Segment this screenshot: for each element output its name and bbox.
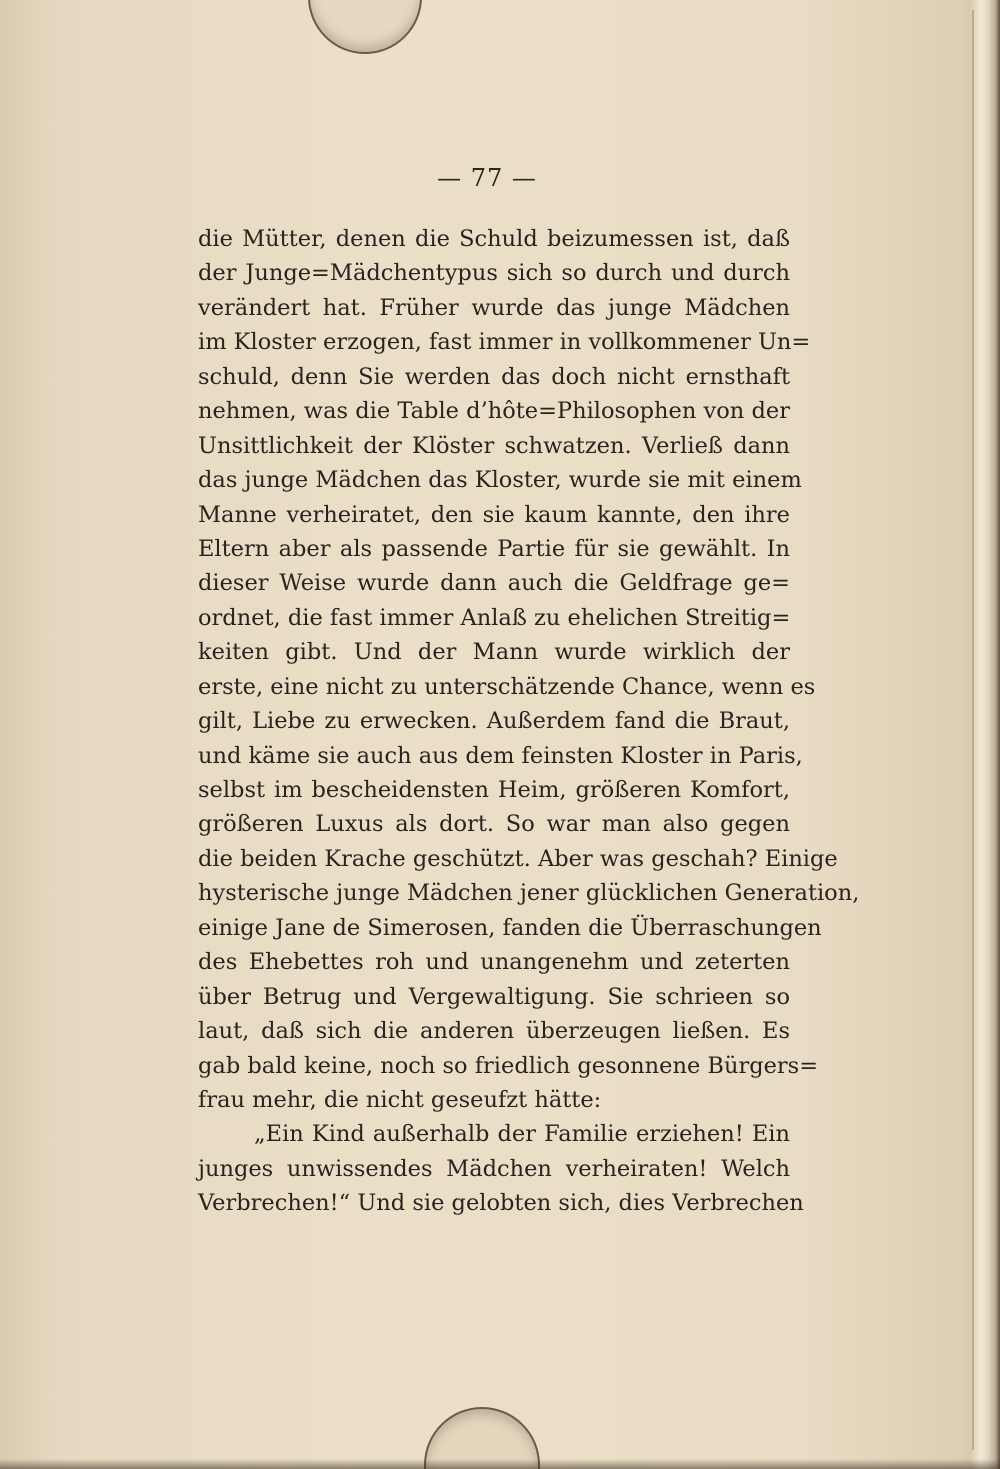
right-page-edge-line bbox=[972, 10, 974, 1450]
text-line: dieser Weise wurde dann auch die Geldfrage ge= bbox=[198, 570, 790, 597]
bottom-edge-shadow bbox=[0, 1459, 1000, 1469]
text-line: Verbrechen!“ Und sie gelobten sich, dies Verbrechen bbox=[198, 1190, 804, 1217]
text-line: gilt, Liebe zu erwecken. Außerdem fand die Braut, bbox=[198, 708, 790, 735]
text-line: gab bald keine, noch so friedlich gesonnene Bürgers= bbox=[198, 1052, 819, 1079]
text-line: das junge Mädchen das Kloster, wurde sie mit einem bbox=[198, 467, 802, 494]
text-line: einige Jane de Simerosen, fanden die Überraschungen bbox=[198, 914, 822, 941]
text-line: Unsittlichkeit der Klöster schwatzen. Verließ dann bbox=[198, 432, 790, 459]
text-line: die Mütter, denen die Schuld beizumessen ist, daß bbox=[198, 226, 790, 252]
text-line: frau mehr, die nicht geseufzt hätte: bbox=[198, 1086, 602, 1113]
text-line: und käme sie auch aus dem feinsten Kloster in Paris, bbox=[198, 742, 803, 769]
body-text bbox=[198, 222, 860, 1221]
page-number: — 77 — bbox=[437, 164, 537, 192]
right-page-edge bbox=[970, 0, 1000, 1469]
text-line: der Junge=Mädchentypus sich so durch und durch bbox=[198, 260, 790, 287]
text-line: Eltern aber als passende Partie für sie gewählt. In bbox=[198, 535, 790, 562]
text-line: ordnet, die fast immer Anlaß zu ehelichen Streitig= bbox=[198, 604, 791, 631]
text-line: im Kloster erzogen, fast immer in vollkommener Un= bbox=[198, 329, 811, 356]
text-line: größeren Luxus als dort. So war man also gegen bbox=[198, 811, 790, 838]
text-line: die beiden Krache geschützt. Aber was geschah? Einige bbox=[198, 845, 838, 872]
text-line: des Ehebettes roh und unangenehm und zeterten bbox=[198, 949, 790, 976]
text-line: selbst im bescheidensten Heim, größeren Komfort, bbox=[198, 777, 790, 803]
text-line: junges unwissendes Mädchen verheiraten! Welch bbox=[198, 1155, 790, 1182]
text-line: Manne verheiratet, den sie kaum kannte, den ihre bbox=[198, 501, 790, 528]
text-line: über Betrug und Vergewaltigung. Sie schrieen so bbox=[198, 983, 790, 1010]
text-line: nehmen, was die Table d’hôte=Philosophen von der bbox=[198, 398, 790, 425]
text-line: „Ein Kind außerhalb der Familie erziehen! Ein bbox=[254, 1121, 790, 1148]
text-line: keiten gibt. Und der Mann wurde wirklich der bbox=[198, 639, 790, 666]
text-line: hysterische junge Mädchen jener glücklichen Generation, bbox=[198, 880, 860, 907]
text-line: schuld, denn Sie werden das doch nicht ernsthaft bbox=[198, 363, 790, 390]
top-binding-clip-mark bbox=[308, 0, 422, 54]
text-line: erste, eine nicht zu unterschätzende Chance, wenn es bbox=[198, 673, 816, 700]
text-line: verändert hat. Früher wurde das junge Mädchen bbox=[198, 294, 790, 321]
text-line: laut, daß sich die anderen überzeugen ließen. Es bbox=[198, 1018, 790, 1045]
